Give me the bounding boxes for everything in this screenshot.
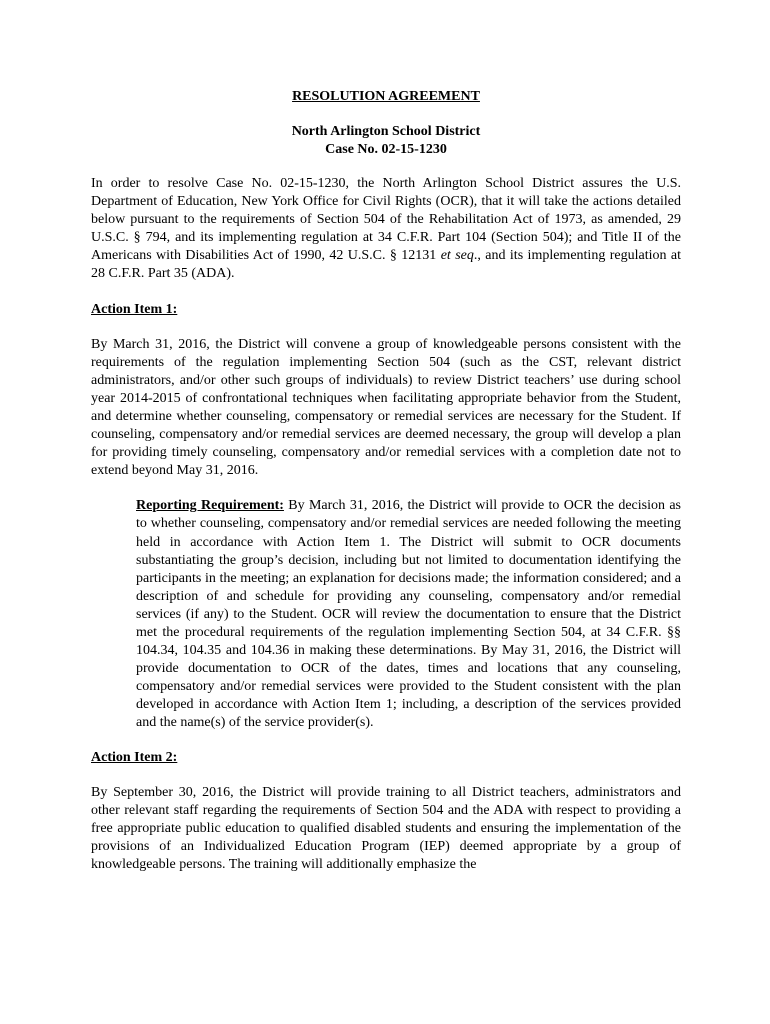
- intro-text: In order to resolve Case No. 02-15-1230, the North Arlington School District assures the U.S. Department of Education, New York Office for Civil Rights (OCR), that it will take the actions detailed below pursuant to the requirements of Section 504 of the Rehabilitation Act of 1973, as amended, 29 U.S.C. § 794, and its implementing regulation at 34 C.F.R. Part 104 (Section 504); and Title II of the Americans with Disabilities Act of 1990, 42 U.S.C. § 12131: [91, 176, 681, 264]
- case-number: Case No. 02-15-1230: [325, 141, 447, 157]
- intro-text-end: ., and its implementing regulation at 28 C.F.R. Part 35 (ADA).: [91, 248, 681, 282]
- reporting-requirement-paragraph: [136, 497, 681, 732]
- reporting-requirement-body: By March 31, 2016, the District will provide to OCR the decision as to whether counseling, compensatory and/or remedial services are needed following the meeting held in accordance with Action Item 1. The District will submit to OCR documents substantiating the group’s decision, including but not limited to documentation identifying the participants in the meeting; an explanation for decisions made; the information considered; and a description of and schedule for providing any counseling, compensatory and/or remedial services (if any) to the Student. OCR will review the documentation to ensure that the District met the procedural requirements of the regulation implementing Section 504, at 34 C.F.R. §§ 104.34, 104.35 and 104.36 in making these determinations. By May 31, 2016, the District will provide documentation to OCR of the dates, times and locations that any counseling, compensatory and/or remedial services were provided to the Student consistent with the plan developed in accordance with Action Item 1; including, a description of the services provided and the name(s) of the service provider(s).: [136, 498, 681, 731]
- action-item-1-heading: Action Item 1:: [91, 301, 178, 317]
- document-page: [91, 88, 681, 874]
- action-item-2-body: By September 30, 2016, the District will provide training to all District teachers, administrators and other relevant staff regarding the requirements of Section 504 and the ADA with respect to providing a free appropriate public education to qualified disabled students and ensuring the implementation of the provisions of an Individualized Education Program (IEP) deemed appropriate by a group of knowledgeable persons. The training will additionally emphasize the: [91, 784, 681, 872]
- action-item-2-heading: Action Item 2:: [91, 749, 178, 765]
- reporting-requirement-label: Reporting Requirement:: [136, 498, 284, 514]
- intro-paragraph: [91, 175, 681, 284]
- intro-italic: et seq: [440, 248, 474, 264]
- action-item-1-body: By March 31, 2016, the District will convene a group of knowledgeable persons consistent with the requirements of the regulation implementing Section 504 (such as the CST, relevant district administrators, and/or other such groups of individuals) to review District teachers’ use during school year 2014-2015 of confrontational techniques when facilitating appropriate behavior from the Student, and determine whether counseling, compensatory or remedial services are necessary for the Student. If counseling, compensatory and/or remedial services are deemed necessary, the group will develop a plan for providing timely counseling, compensatory and/or remedial services with a completion date not to extend beyond May 31, 2016.: [91, 336, 681, 479]
- district-name: North Arlington School District: [291, 124, 481, 139]
- document-title: RESOLUTION AGREEMENT: [292, 89, 480, 104]
